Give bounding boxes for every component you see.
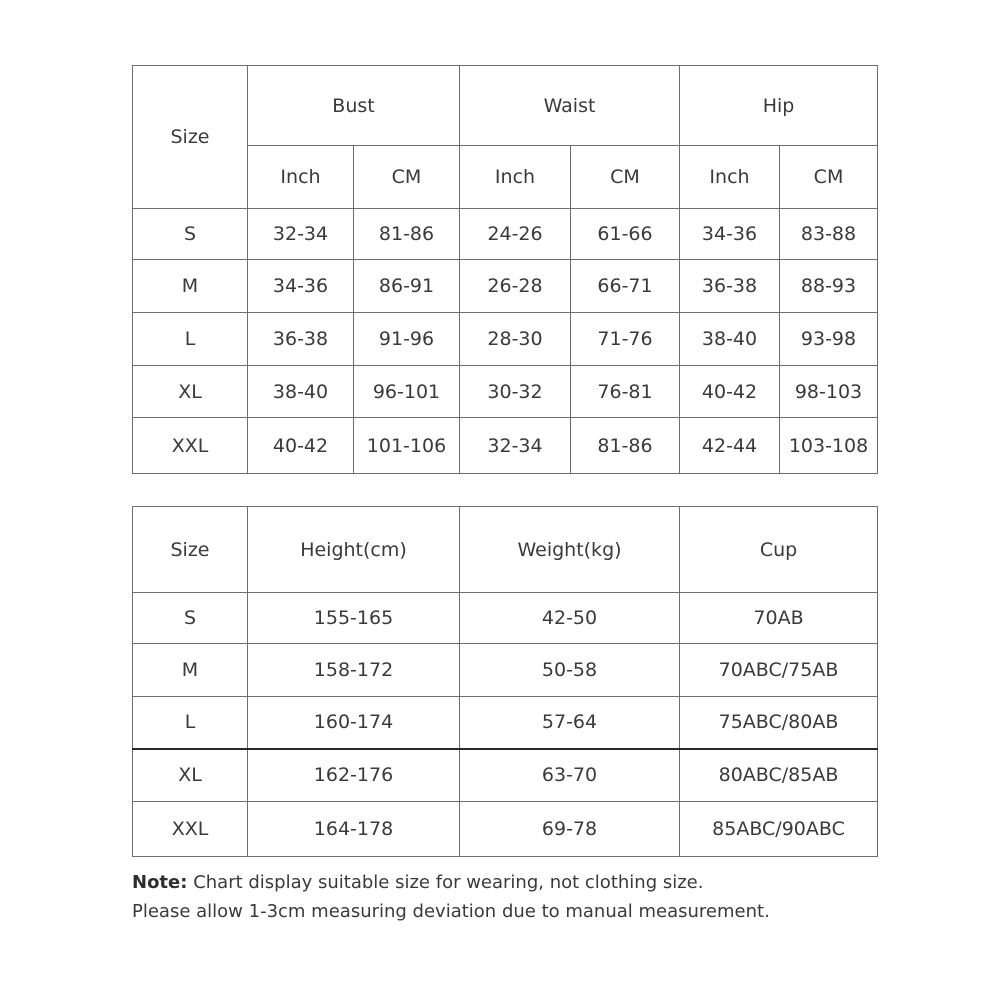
- size-cell: S: [133, 593, 248, 644]
- table-row: [133, 697, 878, 749]
- cup-cell: 70ABC/75AB: [680, 644, 878, 697]
- value-cell: 34-36: [680, 209, 780, 260]
- value-cell: 96-101: [354, 366, 460, 418]
- height-header: Height(cm): [248, 507, 460, 593]
- value-cell: 88-93: [780, 260, 878, 313]
- size-header: Size: [133, 66, 248, 209]
- size-cell: S: [133, 209, 248, 260]
- table-row: [133, 313, 878, 366]
- value-cell: 26-28: [460, 260, 571, 313]
- note-text-1: Chart display suitable size for wearing, not clothing size.: [193, 872, 704, 893]
- waist-header: Waist: [460, 66, 680, 146]
- value-cell: 98-103: [780, 366, 878, 418]
- value-cell: 91-96: [354, 313, 460, 366]
- note-line-1: [132, 868, 770, 897]
- table-row: [133, 209, 878, 260]
- value-cell: 34-36: [248, 260, 354, 313]
- unit-header: CM: [571, 146, 680, 209]
- weight-cell: 57-64: [460, 697, 680, 749]
- height-cell: 164-178: [248, 802, 460, 857]
- table-row: [133, 260, 878, 313]
- size-cell: XXL: [133, 802, 248, 857]
- size-cell: L: [133, 313, 248, 366]
- value-cell: 81-86: [571, 418, 680, 474]
- value-cell: 30-32: [460, 366, 571, 418]
- size-cell: M: [133, 260, 248, 313]
- value-cell: 66-71: [571, 260, 680, 313]
- note-block: [132, 868, 770, 926]
- height-cell: 160-174: [248, 697, 460, 749]
- weight-cell: 63-70: [460, 749, 680, 802]
- size-cell: XL: [133, 749, 248, 802]
- value-cell: 40-42: [248, 418, 354, 474]
- value-cell: 40-42: [680, 366, 780, 418]
- value-cell: 36-38: [248, 313, 354, 366]
- value-cell: 81-86: [354, 209, 460, 260]
- value-cell: 32-34: [248, 209, 354, 260]
- height-cell: 158-172: [248, 644, 460, 697]
- unit-header: Inch: [248, 146, 354, 209]
- value-cell: 93-98: [780, 313, 878, 366]
- table-row: [133, 366, 878, 418]
- note-line-2: Please allow 1-3cm measuring deviation due to manual measurement.: [132, 901, 770, 922]
- hip-header: Hip: [680, 66, 878, 146]
- bust-header: Bust: [248, 66, 460, 146]
- fit-table: [132, 506, 878, 857]
- table-row: [133, 749, 878, 802]
- value-cell: 71-76: [571, 313, 680, 366]
- height-cell: 155-165: [248, 593, 460, 644]
- size-header: Size: [133, 507, 248, 593]
- unit-header: CM: [780, 146, 878, 209]
- height-cell: 162-176: [248, 749, 460, 802]
- size-cell: XL: [133, 366, 248, 418]
- size-cell: XXL: [133, 418, 248, 474]
- table-row: [133, 593, 878, 644]
- unit-header: Inch: [680, 146, 780, 209]
- cup-cell: 85ABC/90ABC: [680, 802, 878, 857]
- value-cell: 101-106: [354, 418, 460, 474]
- cup-cell: 75ABC/80AB: [680, 697, 878, 749]
- measurements-table: [132, 65, 878, 474]
- size-cell: M: [133, 644, 248, 697]
- value-cell: 61-66: [571, 209, 680, 260]
- table-row: [133, 418, 878, 474]
- cup-header: Cup: [680, 507, 878, 593]
- weight-cell: 69-78: [460, 802, 680, 857]
- size-cell: L: [133, 697, 248, 749]
- unit-header: CM: [354, 146, 460, 209]
- weight-cell: 42-50: [460, 593, 680, 644]
- note-label: Note:: [132, 872, 188, 893]
- table-row: [133, 802, 878, 857]
- value-cell: 32-34: [460, 418, 571, 474]
- value-cell: 103-108: [780, 418, 878, 474]
- value-cell: 28-30: [460, 313, 571, 366]
- value-cell: 86-91: [354, 260, 460, 313]
- value-cell: 36-38: [680, 260, 780, 313]
- value-cell: 38-40: [680, 313, 780, 366]
- weight-cell: 50-58: [460, 644, 680, 697]
- value-cell: 83-88: [780, 209, 878, 260]
- cup-cell: 70AB: [680, 593, 878, 644]
- value-cell: 42-44: [680, 418, 780, 474]
- cup-cell: 80ABC/85AB: [680, 749, 878, 802]
- value-cell: 76-81: [571, 366, 680, 418]
- value-cell: 24-26: [460, 209, 571, 260]
- table-row: [133, 644, 878, 697]
- unit-header: Inch: [460, 146, 571, 209]
- weight-header: Weight(kg): [460, 507, 680, 593]
- value-cell: 38-40: [248, 366, 354, 418]
